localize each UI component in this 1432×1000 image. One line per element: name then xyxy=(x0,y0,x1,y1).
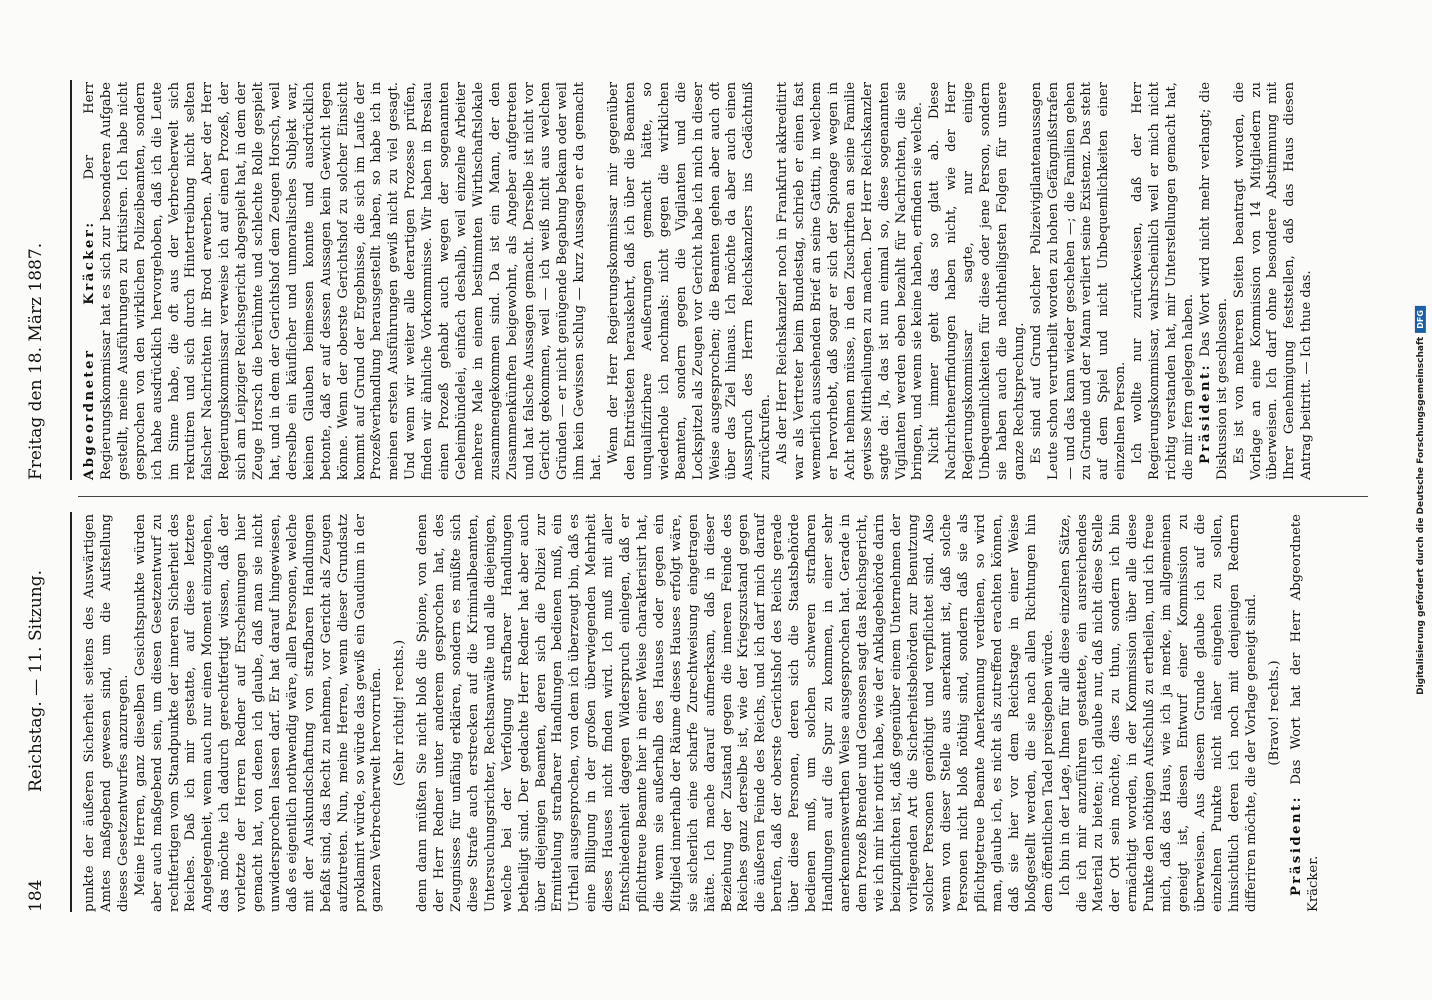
paragraph-text: Ich wollte nur zurückweisen, daß der Herr Regierungskommissar, wahrscheinlich weil er mich nicht richtig verstanden hat, mir Unterstellungen gemacht hat, die mir fern gelegen haben. xyxy=(1130,82,1196,480)
page-number: 184 xyxy=(26,879,46,912)
paragraph xyxy=(82,514,133,912)
paragraph-text: punkte der äußeren Sicherheit seitens des Auswärtigen Amtes maßgebend gewesen sind, um die Aufstellung dieses Gesetzentwurfes anzuregen. xyxy=(82,514,131,912)
session-title: Reichstag. — 11. Sitzung. xyxy=(26,569,46,792)
paragraph-text: Wenn der Herr Regierungskommissar mir gegenüber den Entrüsteten herauskehrt, daß ich über die Beamten unqualifizirbare Aeußerungen gemacht hätte, so wiederhole ich nochmals: nicht gegen die wirklichen Beamten, sondern gegen die Vigilanten und die Lockspitzel als Zeugen vor Gericht habe ich mich in dieser Weise ausgesprochen; die Beamten gehen aber auch oft über das Ziel hinaus. Ich möchte da aber auch einen Ausspruch des Herrn Reichskanzlers ins Gedächtniß zurückrufen. xyxy=(606,82,774,480)
paragraph xyxy=(133,514,387,912)
header-rule-right xyxy=(70,80,72,480)
paragraph xyxy=(1289,514,1323,912)
paragraph xyxy=(775,82,927,480)
digitization-credit xyxy=(1411,6,1429,994)
dfg-logo: DFG xyxy=(1415,306,1426,333)
paragraph-text: Es ist von mehreren Seiten beantragt worden, die Vorlage an eine Kommission von 14 Mitgliedern zu überweisen. Ich darf ohne besondere Abstimmung mit Ihrer Genehmigung feststellen, daß das Haus diesen Antrag beitritt. — Ich thue das. xyxy=(1231,82,1315,480)
speaker-label: Abgeordneter Kräcker: xyxy=(82,220,97,480)
paragraph xyxy=(1232,82,1317,480)
left-column xyxy=(82,514,1323,912)
column-separator xyxy=(78,496,1368,497)
paragraph xyxy=(392,514,409,912)
paragraph-text: Der Herr Regierungskommissar hat es sich zur besonderen Aufgabe gestellt, meine Ausführungen zu kritisiren. Ich habe nicht gesprochen von den wirklichen Polizeibeamten, sondern ich habe ausdrücklich hervorgehoben, daß ich die Leute im Sinne habe, die oft aus der Verbrecherwelt sich rekrutiren und sich durch Hintertreibung nicht selten falscher Nachrichten ihr Brod erwerben. Aber der Herr Regierungskommissar verweise ich auf einen Prozeß, der sich am Leipziger Reichsgericht abgespielt hat, in dem der Zeuge Horsch die berühmte und schlechte Rolle gespielt hat, und in dem der Gerichtshof dem Zeugen Horsch, weil derselbe ein käuflicher und unmoralisches Subjekt war, keinen Glauben beimessen konnte und ausdrücklich betonte, daß er auf dessen Aussagen kein Gewicht legen könne. Wenn der oberste Gerichtshof zu solcher Einsicht kommt auf Grund der Ergebnisse, die sich im Laufe der Prozeßverhandlung herausgestellt haben, so habe ich in meinen ersten Ausführungen gewiß nicht zu viel gesagt. Und wenn wir weiter alle derartigen Prozesse prüfen, finden wir ähnliche Vorkommnisse. Wir haben in Breslau einen Prozeß gehabt auch wegen der sogenannten Geheimbündelei, einfach deshalb, weil einzelne Arbeiter mehrere Male in einem bestimmten Wirthschaftslokale zusammengekommen sind. Da ist ein Mann, der den Zusammenkünften beigewohnt, als Angeber aufgetreten und hat falsche Aussagen gemacht. Derselbe ist nicht vor Gericht gekommen, weil — ich weiß nicht aus welchen Gründen — er nicht genügende Begabung bekam oder weil ihm kein Gewissen schlug — kurz Aussagen er da gemacht hat. xyxy=(82,82,605,480)
paragraph-text: Ich bin in der Lage, Ihnen für alle diese einzelnen Sätze, die ich mir anzuführen gestattete, ein ausreichendes Material zu bieten; ich glaube nur, daß nicht diese Stelle der Ort sein möchte, dies zu thun, sondern ich bin ermächtigt worden, in der Kommission über alle diese Punkte den nöthigen Aufschluß zu ertheilen, und ich freue mich, daß das Haus, wie ich ja merke, im allgemeinen geneigt ist, diesen Entwurf einer Kommission zu überweisen. Aus diesem Grunde glaube ich auf die einzelnen Punkte nicht näher eingehen zu sollen, hinsichtlich deren ich noch mit denjenigen Rednern differiren möchte, die der Vorlage geneigt sind. xyxy=(1057,514,1259,912)
paragraph-text: denn dann müßten Sie nicht bloß die Spione, von denen der Herr Redner unter anderem gesprochen hat, des Zeugnisses für unfähig erklären, sondern es müßte sich diese Strafe auch erstrecken auf die Kriminalbeamten, Untersuchungsrichter, Rechtsanwälte und alle diejenigen, welche bei der Verfolgung strafbarer Handlungen betheiligt sind. Der gedachte Herr Redner hat aber auch über diejenigen Beamten, deren sich die Polizei zur Ermittelung strafbarer Handlungen bedienen muß, ein Urtheil ausgesprochen, von dem ich überzeugt bin, daß es eine Billigung in der großen überwiegenden Mehrheit dieses Hauses nicht finden wird. Ich muß mit aller Entschiedenheit dagegen Widerspruch einlegen, daß er pflichttreue Beamte hier in einer Weise charakterisirt hat, die wenn sie außerhalb des Hauses oder gegen ein Mitglied innerhalb der Räume dieses Hauses erfolgt wäre, sie sicherlich eine scharfe Zurechtweisung eingetragen hätte. Ich mache darauf aufmerksam, daß in dieser Beziehung der Zustand gegen die inneren Feinde des Reiches ganz derselbe ist, wie der Kriegszustand gegen die äußeren Feinde des Reichs, und ich darf mich darauf berufen, daß der oberste Gerichtshof des Reichs gerade über diese Personen, deren sich die Staatsbehörde bedienen muß, um solchen schweren strafbaren Handlungen auf die Spur zu kommen, in einer sehr anerkennenswerthen Weise ausgesprochen hat. Gerade in dem Prozeß Brender und Genossen sagt das Reichsgericht, wie ich mir hier notirt habe, wie der Anklagebehörde darin beizupflichten ist, daß gegenüber einem Unternehmen der vorliegenden Art die Sicherheitsbehörden zur Benutzung solcher Personen genöthigt und verpflichtet sind. Also wenn von dieser Stelle aus anerkannt ist, daß solche Personen nicht bloß nöthig sind, sondern daß sie als pflichtgetreue Beamte Anerkennung verdienen, so wird man, glaube ich, es nicht als zutreffend erachten können, daß sie hier vor dem Reichstage in einer Weise bloßgestellt werden, die sie nach allen Richtungen hin dem öffentlichen Tadel preisgeben würde. xyxy=(415,514,1056,912)
paragraph-text: Es sind auf Grund solcher Polizeivigilantenaussagen Leute schon verurtheilt worden zu hohen Gefängnißstrafen — und das kann wieder geschehen —; die Familien gehen zu Grunde und der Mann verliert seine Existenz. Das steht auf dem Spiel und nicht Unbequemlichkeiten einer einzelnen Person. xyxy=(1028,82,1129,480)
paragraph xyxy=(1198,82,1232,480)
paragraph-text: Nicht immer geht das so glatt ab. Diese Nachrichtenerfindungen haben nicht, wie der Herr Regierungskommissar sagte, nur einige Unbequemlichkeiten für diese oder jene Person, sondern sie haben auch die nachtheiligsten Folgen für unsere ganze Rechtsprechung. xyxy=(927,82,1027,480)
paragraph xyxy=(1029,82,1130,480)
session-date: Freitag den 18. März 1887. xyxy=(26,242,46,480)
paragraph-text: (Bravo! rechts.) xyxy=(1266,660,1282,766)
paragraph-text: Meine Herren, ganz dieselben Gesichtspunkte würden aber auch maßgebend sein, um diesen Gesetzentwurf zu rechtfertigen vom Standpunkte der inneren Sicherheit des Reiches. Daß ich mir gestatte, auf diese letztere Angelegenheit, wenn auch nur einen Moment einzugehen, das möchte ich dadurch gerechtfertigt wissen, daß der vorletzte der Herren Redner auf Erscheinungen hier gemacht hat, von denen ich glaube, daß man sie nicht unwidersprochen lassen darf. Er hat darauf hingewiesen, daß es eigentlich nothwendig wäre, allen Personen, welche mit der Auskundschaftung von strafbaren Handlungen befaßt sind, das Recht zu nehmen, vor Gericht als Zeugen aufzutreten. Nun, meine Herren, wenn dieser Grundsatz proklamirt würde, so würde das gewiß ein Gaudium in der ganzen Verbrecherwelt hervorrufen. xyxy=(132,514,385,912)
paragraph xyxy=(1058,514,1261,912)
header-rule-left xyxy=(70,512,72,912)
paragraph-text: Das Wort hat der Herr Abgeordnete Kräcker. xyxy=(1289,514,1322,912)
paragraph-text: Als der Herr Reichskanzler noch in Frankfurt akkreditirt war als Vertreter beim Bundestag, schrieb er einen fast wemerlich aussehenden Brief an seine Gattin, in welchem er hervorhebt, daß sogar er sich der Spionage wegen in Acht nehmen müsse, in den Zuschriften an seine Familie gewisse Mittheilungen zu machen. Der Herr Reichskanzler sagte da: Ja, das ist nun einmal so, diese sogenannten Vigilanten werden eben bezahlt für Nachrichten, die sie bringen, und wenn sie keine haben, erfinden sie welche. xyxy=(775,82,926,480)
credit-text: Digitalisierung gefördert durch die Deutsche Forschungsgemeinschaft xyxy=(1415,336,1426,695)
header-right xyxy=(22,80,52,480)
paragraph-text: (Sehr richtig! rechts.) xyxy=(392,639,408,787)
paragraph xyxy=(1130,82,1198,480)
paragraph xyxy=(82,82,606,480)
right-column xyxy=(82,82,1316,480)
paragraph-text: Das Wort wird nicht mehr verlangt; die Diskussion ist geschlossen. xyxy=(1197,82,1230,480)
paragraph xyxy=(927,82,1028,480)
speaker-label: Präsident: xyxy=(1289,794,1305,896)
paragraph xyxy=(606,82,775,480)
paragraph xyxy=(1267,514,1284,912)
header-left xyxy=(22,512,52,912)
paragraph xyxy=(415,514,1057,912)
speaker-label: Präsident: xyxy=(1197,362,1213,464)
